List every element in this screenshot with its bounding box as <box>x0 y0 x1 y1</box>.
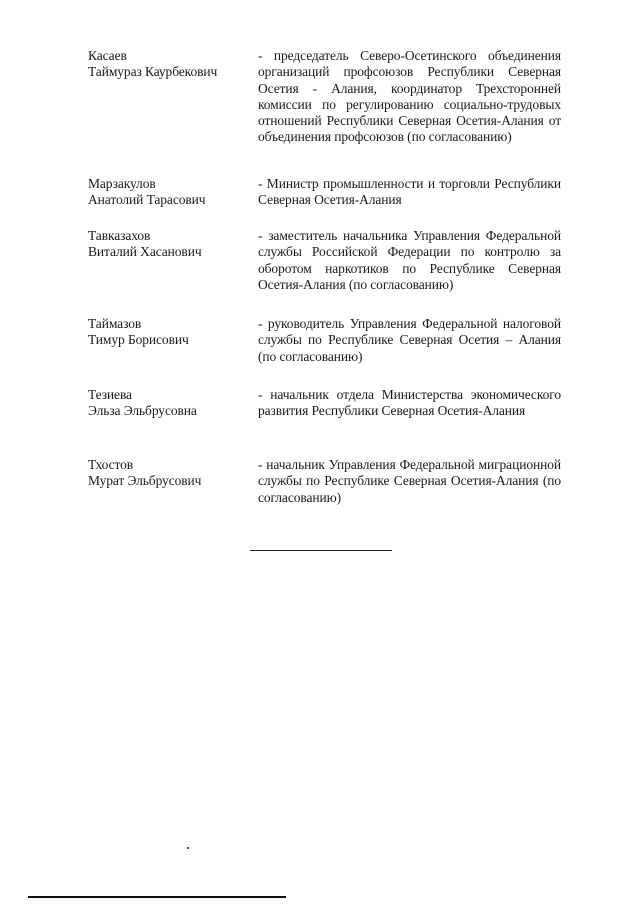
member-surname: Тезиева <box>88 387 132 402</box>
member-position: - начальник Управления Федеральной миграционной службы по Республике Северная Осетия-Алания (по согласованию) <box>258 457 561 505</box>
member-name <box>88 457 248 490</box>
member-given-names: Эльза Эльбрусовна <box>88 403 197 419</box>
member-given-names: Виталий Хасанович <box>88 244 202 260</box>
member-name <box>88 228 248 261</box>
member-given-names: Тимур Борисович <box>88 332 189 348</box>
scan-speck <box>187 847 189 849</box>
member-position: - Министр промышленности и торговли Республики Северная Осетия-Алания <box>258 176 561 208</box>
member-position: - председатель Северо-Осетинского объединения организаций профсоюзов Республики Северная Осетия - Алания, координатор Трехсторонней комиссии по регулированию социально-трудовых отношений Республики Северная Осетия-Алания от объединения профсоюзов (по согласованию) <box>258 48 561 145</box>
member-name <box>88 48 248 81</box>
member-surname: Тхостов <box>88 457 134 472</box>
member-position: - руководитель Управления Федеральной налоговой службы по Республике Северная Осетия – Алания (по согласованию) <box>258 316 561 364</box>
member-position: - заместитель начальника Управления Федеральной службы Российской Федерации по контролю за оборотом наркотиков по Республике Северная Осетия-Алания (по согласованию) <box>258 228 561 292</box>
member-name <box>88 387 248 420</box>
member-surname: Тавказахов <box>88 228 151 243</box>
end-of-list-rule <box>250 550 392 551</box>
scan-edge-line <box>28 896 286 898</box>
member-surname: Марзакулов <box>88 176 156 191</box>
member-given-names: Таймураз Каурбекович <box>88 64 218 80</box>
member-surname: Касаев <box>88 48 127 63</box>
member-name <box>88 316 248 349</box>
member-surname: Таймазов <box>88 316 142 331</box>
member-name <box>88 176 248 209</box>
member-given-names: Анатолий Тарасович <box>88 192 206 208</box>
member-position: - начальник отдела Министерства экономического развития Республики Северная Осетия-Алания <box>258 387 561 419</box>
member-given-names: Мурат Эльбрусович <box>88 473 202 489</box>
